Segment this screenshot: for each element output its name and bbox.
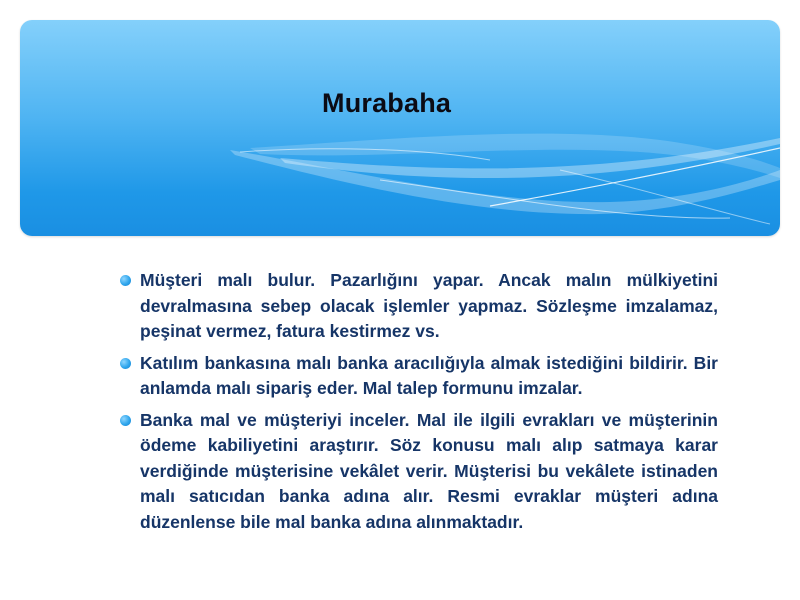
wave-decoration xyxy=(20,20,780,236)
bullet-icon xyxy=(120,358,131,369)
bullet-text: Katılım bankasına malı banka aracılığıyla almak istediğini bildirir. Bir anlamda malı sipariş eder. Mal talep formunu imzalar. xyxy=(140,352,718,398)
bullet-item xyxy=(118,268,718,345)
bullet-text: Banka mal ve müşteriyi inceler. Mal ile ilgili evrakları ve müşterinin ödeme kabiliyetini araştırır. Söz konusu malı alıp satmaya karar verdiğinde müşterisine vekâlet verir. Müşterisi bu vekâlete istinaden malı satıcıdan banka adına alır. Resmi evraklar müşteri adına düzenlense bile mal banka adına alınmaktadır. xyxy=(140,409,718,532)
bullet-icon xyxy=(120,415,131,426)
header-banner xyxy=(20,20,780,236)
bullet-item xyxy=(118,408,718,536)
bullet-item xyxy=(118,351,718,402)
bullet-list xyxy=(118,268,718,541)
bullet-text: Müşteri malı bulur. Pazarlığını yapar. Ancak malın mülkiyetini devralmasına sebep olacak işlemler yapmaz. Sözleşme imzalamaz, peşinat vermez, fatura kestirmez vs. xyxy=(140,270,718,341)
bullet-icon xyxy=(120,275,131,286)
slide-title: Murabaha xyxy=(322,88,452,118)
